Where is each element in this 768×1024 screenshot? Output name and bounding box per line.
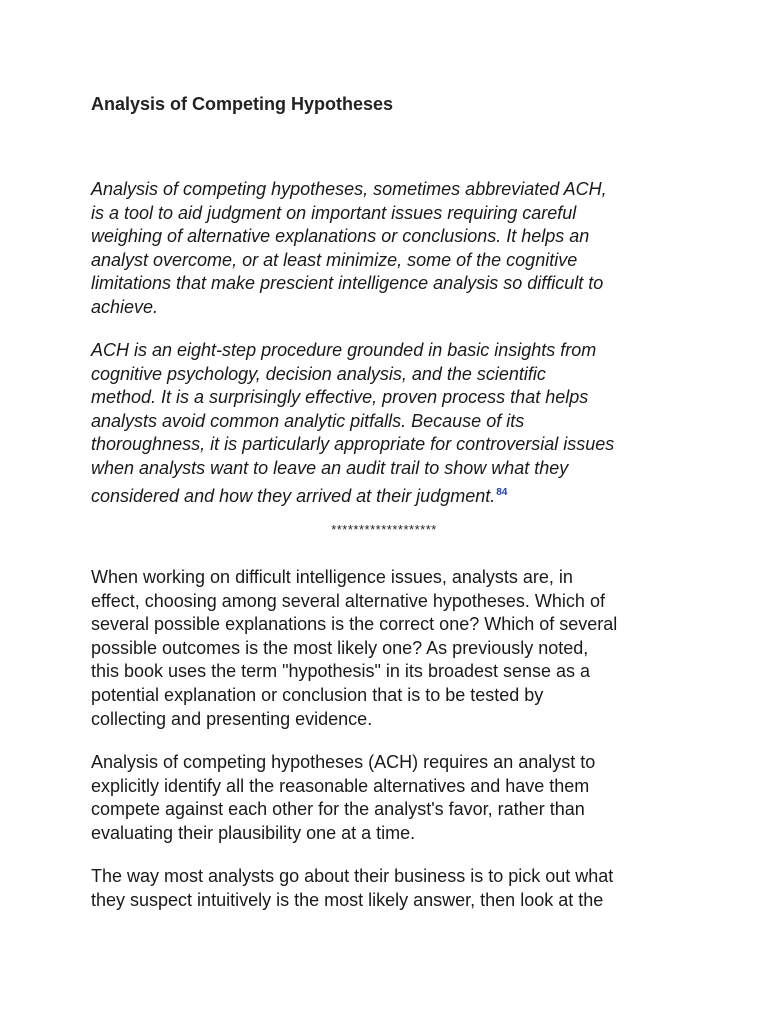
text-line: they suspect intuitively is the most likely answer, then look at the	[91, 889, 604, 910]
body-paragraph-3	[91, 865, 691, 912]
text-line: ACH is an eight-step procedure grounded in basic insights from	[91, 340, 597, 360]
text-line: analysts avoid common analytic pitfalls. Because of its	[91, 410, 525, 431]
intro-paragraph-1	[91, 178, 691, 320]
document-title: Analysis of Competing Hypotheses	[91, 94, 394, 114]
text-line: Analysis of competing hypotheses (ACH) requires an analyst to	[91, 752, 596, 772]
text-line: this book uses the term "hypothesis" in its broadest sense as a	[91, 661, 591, 682]
text-line: considered and how they arrived at their judgment.	[91, 485, 496, 506]
body-paragraph-1	[91, 566, 691, 731]
text-line: When working on difficult intelligence issues, analysts are, in	[91, 567, 573, 587]
intro-paragraph-2	[91, 339, 691, 508]
section-divider: *******************	[331, 522, 437, 537]
text-line: thoroughness, it is particularly appropriate for controversial issues	[91, 434, 615, 455]
text-line: analyst overcome, or at least minimize, some of the cognitive	[91, 249, 578, 270]
text-line: Analysis of competing hypotheses, sometimes abbreviated ACH,	[91, 179, 607, 199]
text-line-with-footnote	[91, 481, 691, 509]
text-line: achieve.	[91, 296, 159, 317]
text-line: collecting and presenting evidence.	[91, 708, 373, 729]
text-line: effect, choosing among several alternative hypotheses. Which of	[91, 590, 605, 611]
footnote-link[interactable]: 84	[496, 486, 508, 498]
text-line: The way most analysts go about their business is to pick out what	[91, 866, 614, 886]
text-line: evaluating their plausibility one at a time.	[91, 822, 416, 843]
text-line: cognitive psychology, decision analysis, and the scientific	[91, 363, 546, 384]
text-line: weighing of alternative explanations or conclusions. It helps an	[91, 226, 590, 247]
text-line: when analysts want to leave an audit trail to show what they	[91, 457, 569, 478]
text-line: possible outcomes is the most likely one? As previously noted,	[91, 637, 589, 658]
text-line: is a tool to aid judgment on important issues requiring careful	[91, 202, 577, 223]
text-line: method. It is a surprisingly effective, proven process that helps	[91, 387, 589, 408]
text-line: compete against each other for the analyst's favor, rather than	[91, 799, 585, 820]
text-line: potential explanation or conclusion that is to be tested by	[91, 684, 544, 705]
text-line: explicitly identify all the reasonable alternatives and have them	[91, 775, 590, 796]
text-line: limitations that make prescient intelligence analysis so difficult to	[91, 273, 604, 294]
text-line: several possible explanations is the correct one? Which of several	[91, 614, 618, 635]
body-paragraph-2	[91, 751, 691, 845]
